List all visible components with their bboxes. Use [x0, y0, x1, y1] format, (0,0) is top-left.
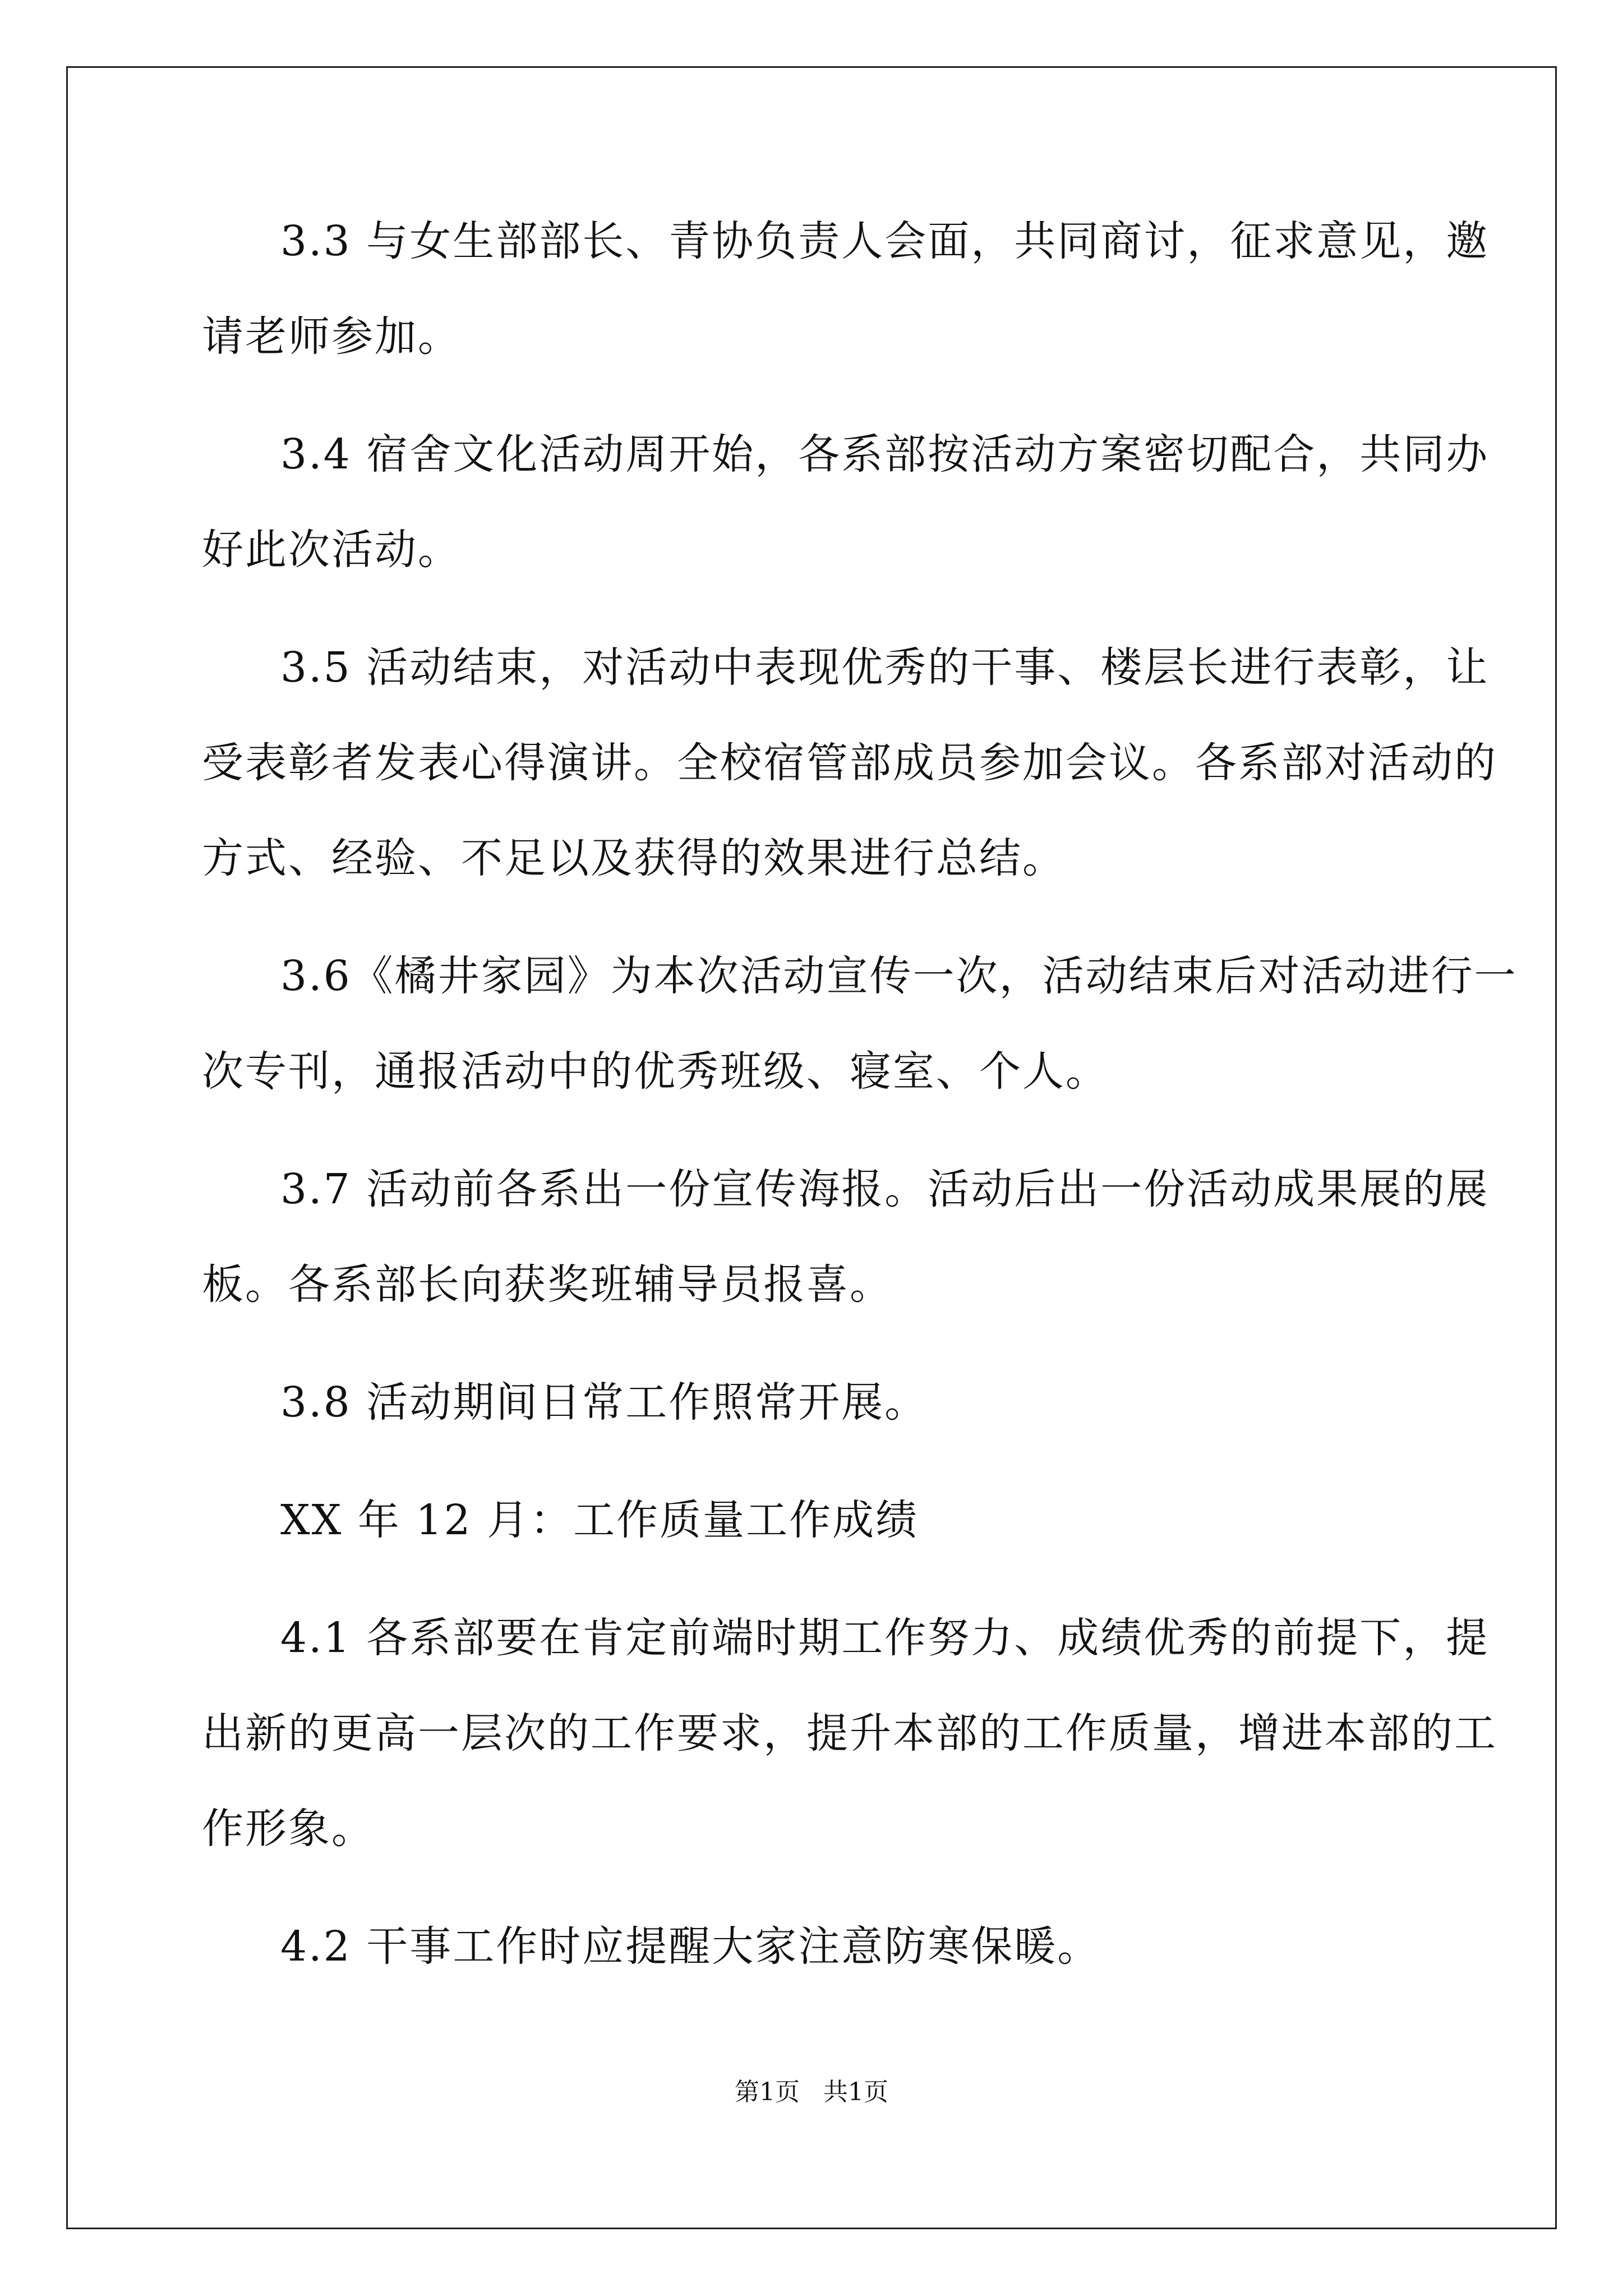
paragraph-3-3-line-1: 3.3 与女生部部长、青协负责人会面，共同商讨，征求意见，邀 — [280, 217, 1490, 265]
section-heading-december: XX 年 12 月：工作质量工作成绩 — [280, 1496, 919, 1544]
page-border — [66, 66, 1557, 2229]
paragraph-3-3-line-2: 请老师参加。 — [202, 312, 461, 361]
paragraph-3-7-line-1: 3.7 活动前各系出一份宣传海报。活动后出一份活动成果展的展 — [280, 1165, 1490, 1213]
paragraph-3-4-line-1: 3.4 宿舍文化活动周开始，各系部按活动方案密切配合，共同办 — [280, 430, 1490, 478]
paragraph-4-1-line-3: 作形象。 — [202, 1805, 375, 1853]
paragraph-3-7-line-2: 板。各系部长向获奖班辅导员报喜。 — [202, 1260, 893, 1309]
paragraph-4-1-line-1: 4.1 各系部要在肯定前端时期工作努力、成绩优秀的前提下，提 — [280, 1614, 1490, 1662]
paragraph-3-5-line-3: 方式、经验、不足以及获得的效果进行总结。 — [202, 834, 1066, 882]
paragraph-4-2-line-1: 4.2 干事工作时应提醒大家注意防寒保暖。 — [280, 1922, 1101, 1971]
paragraph-4-1-line-2: 出新的更高一层次的工作要求，提升本部的工作质量，增进本部的工 — [202, 1709, 1497, 1757]
paragraph-3-6-line-1: 3.6《橘井家园》为本次活动宣传一次，活动结束后对活动进行一 — [280, 952, 1518, 1000]
paragraph-3-8-line-1: 3.8 活动期间日常工作照常开展。 — [280, 1378, 928, 1427]
paragraph-3-6-line-2: 次专刊，通报活动中的优秀班级、寝室、个人。 — [202, 1047, 1109, 1096]
paragraph-3-5-line-1: 3.5 活动结束，对活动中表现优秀的干事、楼层长进行表彰，让 — [280, 643, 1490, 692]
paragraph-3-5-line-2: 受表彰者发表心得演讲。全校宿管部成员参加会议。各系部对活动的 — [202, 739, 1497, 787]
paragraph-3-4-line-2: 好此次活动。 — [202, 526, 461, 574]
page-footer: 第1页 共1页 — [735, 2078, 888, 2106]
